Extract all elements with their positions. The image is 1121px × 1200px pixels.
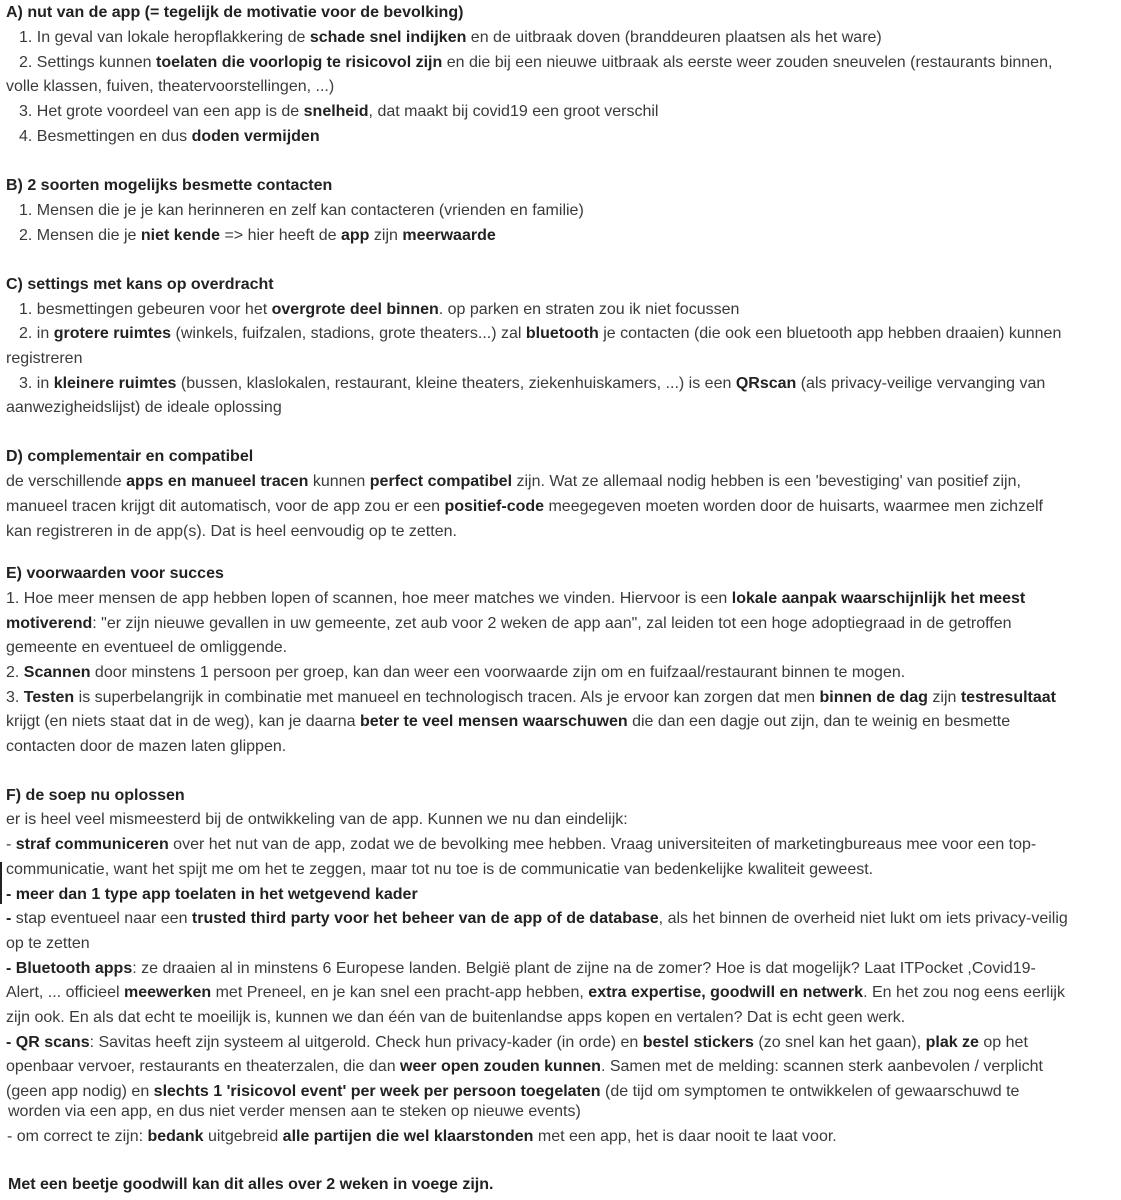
list-item: 4. Besmettingen en dus doden vermijden xyxy=(19,128,320,145)
paragraph-line: 1. Hoe meer mensen de app hebben lopen of scannen, hoe meer matches we vinden. Hiervoor is een lokale aanpak waarschijnlijk het meest xyxy=(6,590,1026,607)
list-item: 1. In geval van lokale heropflakkering de schade snel indijken en de uitbraak doven (branddeuren plaatsen als het ware) xyxy=(19,29,882,46)
section-a-heading: A) nut van de app (= tegelijk de motivatie voor de bevolking) xyxy=(6,4,464,21)
list-item-continuation: (geen app nodig) en slechts 1 'risicovol event' per week per persoon toegelaten (de tijd om symptomen te ontwikkelen of gewaarschuwd te xyxy=(6,1083,1020,1100)
list-item: - om correct te zijn: bedank uitgebreid alle partijen die wel klaarstonden met een app, het is daar nooit te laat voor. xyxy=(7,1128,837,1145)
paragraph-line: manueel tracen krijgt dit automatisch, voor de app zou er een positief-code meegegeven moeten worden door de huisarts, waarmee men zichzelf xyxy=(6,498,1043,515)
paragraph-line: gemeente en eventueel de omliggende. xyxy=(6,639,288,656)
list-item: - Bluetooth apps: ze draaien al in minstens 6 Europese landen. België plant de zijne na de zomer? Hoe is dat mogelijk? Laat ITPocket ,Covid19- xyxy=(6,960,1036,977)
section-b-heading: B) 2 soorten mogelijks besmette contacten xyxy=(6,177,333,194)
list-item: - QR scans: Savitas heeft zijn systeem al uitgerold. Check hun privacy-kader (in orde) en bestel stickers (zo snel kan het gaan), plak ze op het xyxy=(6,1034,1028,1051)
list-item: 3. Het grote voordeel van een app is de snelheid, dat maakt bij covid19 een groot verschil xyxy=(19,103,659,120)
paragraph-line: motiverend: "er zijn nieuwe gevallen in uw gemeente, zet aub voor 2 weken de app aan", zal leiden tot een hoge adoptiegraad in de getroffen xyxy=(6,615,1012,632)
section-d-heading: D) complementair en compatibel xyxy=(6,448,254,465)
paragraph-line: 2. Scannen door minstens 1 persoon per groep, kan dan weer een voorwaarde zijn om en fuifzaal/restaurant binnen te mogen. xyxy=(6,664,906,681)
list-item: 2. Mensen die je niet kende => hier heeft de app zijn meerwaarde xyxy=(19,227,496,244)
paragraph-line: er is heel veel mismeesterd bij de ontwikkeling van de app. Kunnen we nu dan eindelijk: xyxy=(6,811,628,828)
list-item-continuation: aanwezigheidslijst) de ideale oplossing xyxy=(6,399,282,416)
list-item: - stap eventueel naar een trusted third party voor het beheer van de app of de database, als het binnen de overheid niet lukt om iets privacy-veilig xyxy=(6,910,1068,927)
section-c-heading: C) settings met kans op overdracht xyxy=(6,276,274,293)
paragraph-line: kan registreren in de app(s). Dat is heel eenvoudig op te zetten. xyxy=(6,523,457,540)
paragraph-line: contacten door de mazen laten glippen. xyxy=(6,738,287,755)
list-item: 3. in kleinere ruimtes (bussen, klaslokalen, restaurant, kleine theaters, ziekenhuiskamers, ...) is een QRscan (als privacy-veilige vervanging van xyxy=(19,375,1046,392)
list-item-continuation: registreren xyxy=(6,350,83,367)
closing-statement: Met een beetje goodwill kan dit alles over 2 weken in voege zijn. xyxy=(8,1176,494,1193)
paragraph-line: krijgt (en niets staat dat in de weg), kan je daarna beter te veel mensen waarschuwen die dan een dagje out zijn, dan te weinig en besmette xyxy=(6,713,1011,730)
list-item-continuation: volle klassen, fuiven, theatervoorstellingen, ...) xyxy=(6,78,335,95)
paragraph-line: 3. Testen is superbelangrijk in combinatie met manueel en technologisch tracen. Als je ervoor kan zorgen dat men binnen de dag zijn testresultaat xyxy=(6,689,1056,706)
margin-marker xyxy=(0,862,2,904)
list-item-continuation: Alert, ... officieel meewerken met Preneel, en je kan snel een pracht-app hebben, extra expertise, goodwill en netwerk. En het zou nog eens eerlijk xyxy=(6,984,1065,1001)
list-item: - straf communiceren over het nut van de app, zodat we de bevolking mee hebben. Vraag universiteiten of marketingbureaus mee voor een top- xyxy=(6,836,1037,853)
list-item: 1. Mensen die je je kan herinneren en zelf kan contacteren (vrienden en familie) xyxy=(19,202,584,219)
list-item: 2. Settings kunnen toelaten die voorlopig te risicovol zijn en die bij een nieuwe uitbraak als eerste weer zouden sneuvelen (restaurants binnen, xyxy=(19,54,1053,71)
list-item-continuation: zijn ook. En als dat echt te moeilijk is, kunnen we dan één van de buitenlandse apps kopen en vertalen? Dat is echt geen werk. xyxy=(6,1009,906,1026)
section-f-heading: F) de soep nu oplossen xyxy=(6,787,185,804)
section-e-heading: E) voorwaarden voor succes xyxy=(6,565,224,582)
list-item-continuation: op te zetten xyxy=(6,935,90,952)
list-item: 1. besmettingen gebeuren voor het overgrote deel binnen. op parken en straten zou ik niet focussen xyxy=(19,301,740,318)
paragraph-line: de verschillende apps en manueel tracen kunnen perfect compatibel zijn. Wat ze allemaal nodig hebben is een 'bevestiging' van positief zijn, xyxy=(6,473,1021,490)
list-item-continuation: worden via een app, en dus niet verder mensen aan te steken op nieuwe events) xyxy=(8,1103,581,1120)
list-item: - meer dan 1 type app toelaten in het wetgevend kader xyxy=(6,886,418,903)
list-item-continuation: openbaar vervoer, restaurants en theaterzalen, die dan weer open zouden kunnen. Samen met de melding: scannen sterk aanbevolen / verplicht xyxy=(6,1058,1043,1075)
list-item: 2. in grotere ruimtes (winkels, fuifzalen, stadions, grote theaters...) zal bluetooth je contacten (die ook een bluetooth app hebben draaien) kunnen xyxy=(19,325,1062,342)
list-item-continuation: communicatie, want het spijt me om het te zeggen, maar tot nu toe is de communicatie van bedenkelijke kwaliteit geweest. xyxy=(6,861,874,878)
